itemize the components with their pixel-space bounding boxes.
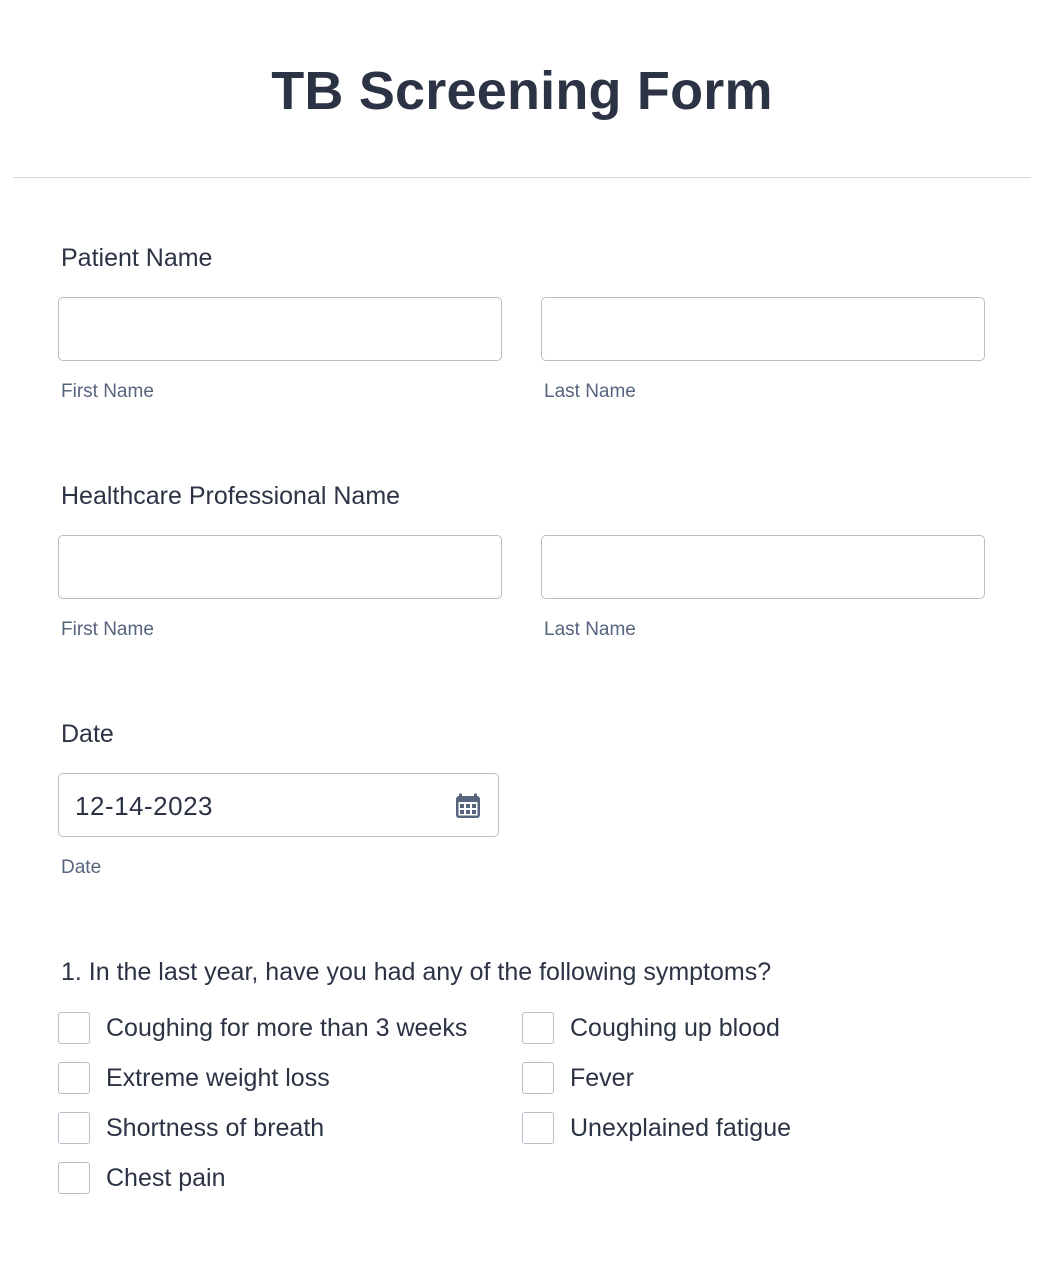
checkbox[interactable] (522, 1012, 554, 1044)
symptom-option-label: Coughing up blood (570, 1013, 780, 1042)
symptom-option-label: Unexplained fatigue (570, 1113, 791, 1142)
symptom-option-label: Shortness of breath (106, 1113, 325, 1142)
professional-last-name-sublabel: Last Name (544, 619, 636, 640)
symptom-option[interactable] (522, 1012, 780, 1044)
header-divider (13, 177, 1031, 178)
patient-name-label: Patient Name (61, 244, 213, 272)
professional-first-name-sublabel: First Name (61, 619, 154, 640)
symptom-option[interactable] (58, 1112, 324, 1144)
checkbox[interactable] (58, 1112, 90, 1144)
checkbox[interactable] (58, 1012, 90, 1044)
symptom-option[interactable] (522, 1062, 634, 1094)
checkbox[interactable] (522, 1112, 554, 1144)
date-input[interactable] (58, 773, 499, 837)
symptom-option[interactable] (58, 1062, 330, 1094)
professional-first-name-input[interactable] (58, 535, 502, 599)
form-title: TB Screening Form (271, 61, 773, 121)
symptom-option[interactable] (58, 1012, 467, 1044)
professional-name-label: Healthcare Professional Name (61, 482, 401, 510)
date-value: 12-14-2023 (75, 791, 213, 821)
patient-last-name-input[interactable] (541, 297, 985, 361)
symptom-option-label: Coughing for more than 3 weeks (106, 1013, 468, 1042)
patient-first-name-input[interactable] (58, 297, 502, 361)
symptom-option[interactable] (522, 1112, 791, 1144)
checkbox[interactable] (522, 1062, 554, 1094)
date-label: Date (61, 720, 114, 748)
patient-last-name-sublabel: Last Name (544, 381, 636, 402)
calendar-icon[interactable] (455, 793, 481, 819)
symptom-option-label: Extreme weight loss (106, 1063, 330, 1092)
symptom-option-label: Fever (570, 1063, 634, 1092)
checkbox[interactable] (58, 1162, 90, 1194)
professional-last-name-input[interactable] (541, 535, 985, 599)
checkbox[interactable] (58, 1062, 90, 1094)
date-sublabel: Date (61, 857, 102, 878)
symptom-option-label: Chest pain (106, 1163, 226, 1192)
symptom-option[interactable] (58, 1162, 226, 1194)
patient-first-name-sublabel: First Name (61, 381, 154, 402)
question-1-text: 1. In the last year, have you had any of the following symptoms? (61, 958, 772, 986)
